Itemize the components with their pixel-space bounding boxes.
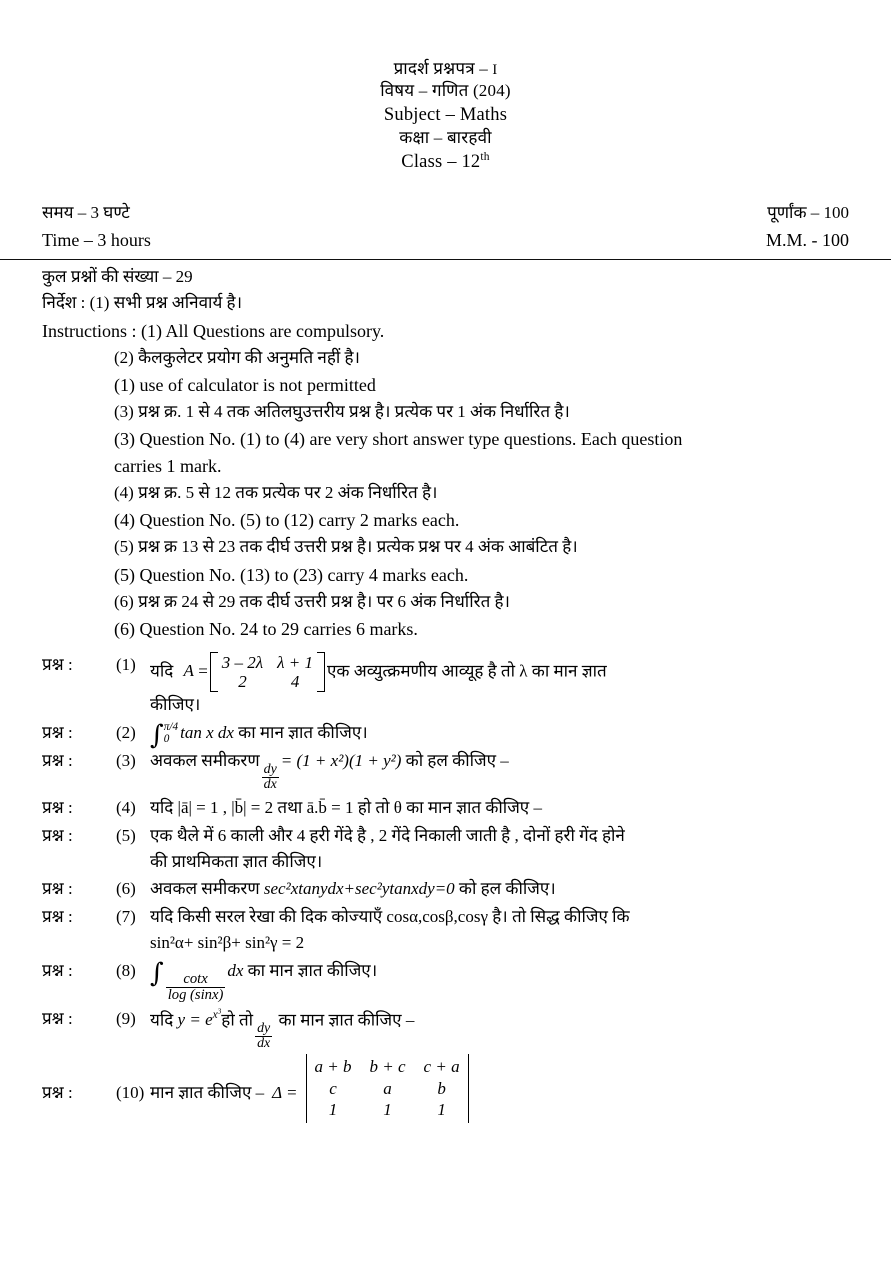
question-item-7 <box>42 904 849 956</box>
total-questions-line: कुल प्रश्नों की संख्या – 29 <box>42 266 193 286</box>
instruction-6-hindi: (6) प्रश्न क्र 24 से 29 तक दीर्घ उत्तरी प्रश्न है। पर 6 अंक निर्धारित है। <box>114 591 510 611</box>
header-title-hindi: प्रादर्श प्रश्नपत्र – <box>393 59 493 78</box>
header-title-line <box>30 58 861 80</box>
det-cell-1-1: a <box>383 1078 392 1098</box>
q2-lower-limit: 0 <box>163 733 170 746</box>
question-text-2 <box>150 720 849 751</box>
instruction-3-english-line2: carries 1 mark. <box>114 455 222 476</box>
q8-fraction <box>166 972 226 1004</box>
question-number-6: (6) <box>116 879 136 899</box>
q10-prefix: मान ज्ञात कीजिए – <box>150 1082 265 1102</box>
question-item-9 <box>42 1006 849 1052</box>
instruction-6-english: (6) Question No. 24 to 29 carries 6 marks. <box>114 619 418 640</box>
q3-derivative-fraction <box>262 763 279 793</box>
q2-integral-limits <box>164 722 178 746</box>
question-label-6: प्रश्न : <box>42 879 73 899</box>
question-text-6 <box>150 876 849 902</box>
question-number-8: (8) <box>116 960 136 980</box>
questions-list <box>30 644 861 1124</box>
question-text-3 <box>150 748 849 793</box>
question-text-1 <box>150 652 849 719</box>
q1-equals: = <box>198 660 208 680</box>
question-label-8: प्रश्न : <box>42 960 73 980</box>
question-number-1: (1) <box>116 654 136 674</box>
question-text-8 <box>150 958 849 1004</box>
max-marks-english: M.M. - 100 <box>765 229 849 250</box>
header-subject-hindi: विषय – गणित (204) <box>380 81 511 101</box>
question-text-9 <box>150 1006 849 1052</box>
question-label-5: प्रश्न : <box>42 825 73 845</box>
q9-derivative-fraction <box>255 1022 272 1052</box>
q1-line2: कीजिए। <box>150 695 201 715</box>
question-item-4 <box>42 795 849 821</box>
question-number-2: (2) <box>116 723 136 743</box>
determinant-right-bar <box>468 1054 469 1123</box>
q8-differential: dx <box>227 960 244 980</box>
question-item-2 <box>42 720 849 751</box>
instructions-block <box>30 260 861 644</box>
question-text-7 <box>150 904 849 956</box>
instruction-2-hindi: (2) कैलकुलेटर प्रयोग की अनुमति नहीं है। <box>114 347 360 367</box>
q10-content <box>150 1054 849 1123</box>
question-number-4: (4) <box>116 797 136 817</box>
instructions-heading-hindi: निर्देश : (1) सभी प्रश्न अनिवार्य है। <box>42 293 243 313</box>
q1-matrix <box>210 652 325 693</box>
q8-frac-denominator: log (sinx) <box>167 987 224 1004</box>
question-number-3: (3) <box>116 750 136 770</box>
matrix-left-bracket <box>210 652 218 693</box>
instruction-4-english: (4) Question No. (5) to (12) carry 2 marks each. <box>114 510 460 531</box>
q2-integrand: tan x dx <box>180 723 234 743</box>
q9-suffix: का मान ज्ञात कीजिए – <box>278 1009 415 1029</box>
matrix-right-bracket <box>317 652 325 693</box>
det-cell-2-0: 1 <box>328 1100 338 1120</box>
matrix-cell-1-1: 4 <box>290 671 300 691</box>
matrix-cell-1-0: 2 <box>238 671 247 691</box>
q7-line2: sin²α+ sin²β+ sin²γ = 2 <box>150 933 305 953</box>
q9-expression: $y = e^{x^3}$ <box>177 1006 222 1029</box>
instruction-5-english: (5) Question No. (13) to (23) carry 4 marks each. <box>114 564 469 585</box>
q9-middle: हो तो <box>221 1009 254 1029</box>
det-cell-2-1: 1 <box>383 1100 392 1120</box>
max-marks-hindi: पूर्णांक – 100 <box>767 203 849 223</box>
header-class-english <box>30 150 861 175</box>
q10-determinant <box>306 1054 469 1123</box>
q9-frac-denominator: dx <box>257 1036 271 1052</box>
q6-formula: sec²xtanydx+sec²ytanxdy=0 <box>263 879 455 899</box>
question-label-7: प्रश्न : <box>42 907 73 927</box>
question-number-7: (7) <box>116 907 136 927</box>
integral-sign-icon: ∫ <box>150 720 164 751</box>
q3-suffix: को हल कीजिए – <box>405 750 509 770</box>
integral-sign-icon: ∫ <box>150 958 164 989</box>
question-item-1 <box>42 652 849 719</box>
det-cell-0-1: b + c <box>369 1056 406 1076</box>
q6-suffix: को हल कीजिए। <box>458 879 556 899</box>
q3-equation: = (1 + x²)(1 + y²) <box>280 750 402 770</box>
question-item-5 <box>42 823 849 875</box>
question-number-9: (9) <box>116 1008 136 1028</box>
question-item-3 <box>42 748 849 793</box>
question-item-6 <box>42 876 849 902</box>
question-text-10 <box>150 1054 849 1123</box>
q3-frac-numerator: dy <box>263 761 277 777</box>
q2-upper-limit: π/4 <box>163 721 179 734</box>
instruction-2-english: (1) use of calculator is not permitted <box>114 375 376 396</box>
q5-line1: एक थैले में 6 काली और 4 हरी गेंदे है , 2 गेंदे निकाली जाती है , दोनों हरी गेंद होने <box>150 825 625 845</box>
q2-suffix: का मान ज्ञात कीजिए। <box>238 723 368 743</box>
question-text-4: यदि |ā| = 1 , |b̄| = 2 तथा ā.b̄ = 1 हो तो θ का मान ज्ञात कीजिए – <box>150 797 542 817</box>
instruction-3-english-line1: (3) Question No. (1) to (4) are very short answer type questions. Each question <box>114 428 683 449</box>
header-paper-roman: I <box>492 62 498 78</box>
q10-delta: Δ = <box>272 1082 298 1102</box>
q3-prefix: अवकल समीकरण <box>150 750 260 770</box>
question-item-10 <box>42 1054 849 1123</box>
question-label-10: प्रश्न : <box>42 1082 73 1102</box>
det-cell-2-2: 1 <box>437 1100 446 1120</box>
q9-frac-numerator: dy <box>257 1020 271 1036</box>
q8-frac-numerator: cotx <box>166 972 226 988</box>
exam-meta <box>30 200 861 254</box>
matrix-cell-0-0: 3 – 2λ <box>221 652 264 672</box>
question-label-4: प्रश्न : <box>42 797 73 817</box>
q9-prefix: यदि <box>150 1009 174 1029</box>
det-cell-0-2: c + a <box>423 1056 460 1076</box>
q1-prefix: यदि <box>150 660 174 680</box>
matrix-cells <box>218 652 317 693</box>
instruction-3-english <box>42 426 849 480</box>
q9-exponent: x3 <box>212 1006 222 1022</box>
instruction-4-hindi: (4) प्रश्न क्र. 5 से 12 तक प्रत्येक पर 2 अंक निर्धारित है। <box>114 482 438 502</box>
q8-suffix: का मान ज्ञात कीजिए। <box>247 960 378 980</box>
header-class-english-text: Class – 12 <box>401 151 481 172</box>
q3-frac-denominator: dx <box>263 777 277 793</box>
question-number-5: (5) <box>116 825 136 845</box>
document-header <box>30 0 861 174</box>
q1-variable: A <box>183 660 194 680</box>
instructions-heading-english: Instructions : (1) All Questions are compulsory. <box>42 320 385 341</box>
det-cell-1-0: c <box>329 1078 337 1098</box>
header-subject-english: Subject – Maths <box>383 104 508 125</box>
question-item-8 <box>42 958 849 1004</box>
meta-row-hindi <box>42 200 849 226</box>
question-label-2: प्रश्न : <box>42 723 73 743</box>
det-cell-0-0: a + b <box>314 1056 352 1076</box>
question-label-9: प्रश्न : <box>42 1008 73 1028</box>
header-class-ordinal-suffix: th <box>480 150 490 163</box>
q6-prefix: अवकल समीकरण <box>150 879 260 899</box>
instruction-3-hindi: (3) प्रश्न क्र. 1 से 4 तक अतिलघुउत्तरीय प्रश्न है। प्रत्येक पर 1 अंक निर्धारित है। <box>114 402 570 422</box>
q7-line1: यदि किसी सरल रेखा की दिक कोज्याऍं cosα,cosβ,cosγ है। तो सिद्ध कीजिए कि <box>150 907 630 927</box>
header-divider <box>0 259 891 260</box>
q1-suffix: एक अव्युत्क्रमणीय आव्यूह है तो λ का मान ज्ञात <box>327 660 607 680</box>
det-cell-1-2: b <box>437 1078 446 1098</box>
question-label-3: प्रश्न : <box>42 750 73 770</box>
determinant-cells <box>307 1054 468 1123</box>
matrix-cell-0-1: λ + 1 <box>277 652 313 672</box>
time-english: Time – 3 hours <box>42 229 151 250</box>
header-class-hindi: कक्षा – बारहवी <box>399 128 492 148</box>
question-label-1: प्रश्न : <box>42 654 73 674</box>
question-text-5 <box>150 823 849 875</box>
meta-row-english <box>42 227 849 255</box>
time-hindi: समय – 3 घण्टे <box>42 203 130 223</box>
instruction-5-hindi: (5) प्रश्न क्र 13 से 23 तक दीर्घ उत्तरी प्रश्न है। प्रत्येक प्रश्न पर 4 अंक आबंटित है। <box>114 537 578 557</box>
q5-line2: की प्राथमिकता ज्ञात कीजिए। <box>150 851 323 871</box>
q9-exponent-power: 3 <box>217 1006 222 1016</box>
question-number-10: (10) <box>116 1082 145 1102</box>
